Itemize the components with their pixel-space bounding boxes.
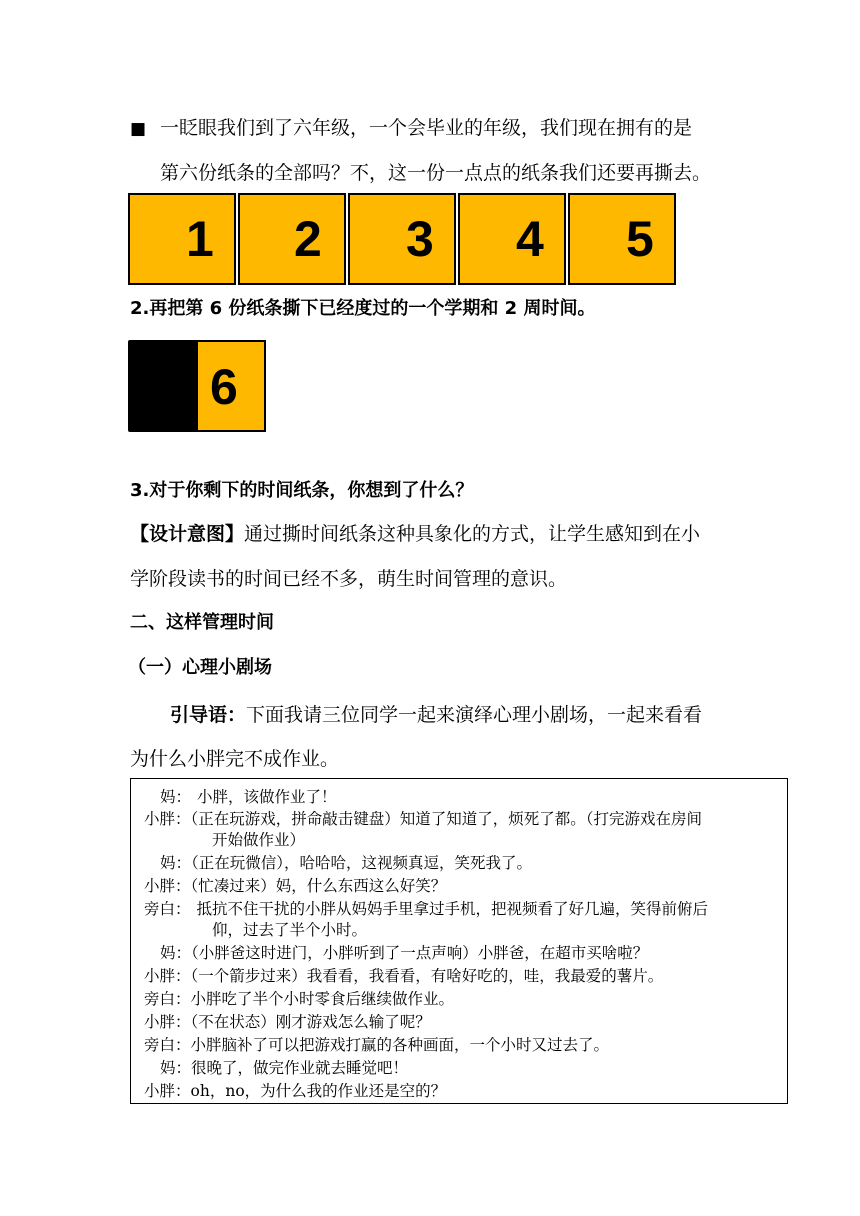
script-line [144, 1081, 446, 1101]
script-line [160, 853, 532, 873]
script-line [160, 943, 648, 963]
speaker: 妈： [160, 1059, 192, 1077]
line-text: （一个箭步过来）我看看，我看看，有啥好吃的，哇，我最爱的薯片。 [190, 967, 664, 985]
line-text: 小胖脑补了可以把游戏打赢的各种画面，一个小时又过去了。 [190, 1036, 610, 1054]
strip-cell-2 [238, 193, 346, 285]
line-text: 小胖，该做作业了！ [197, 788, 337, 806]
speaker: 小胖： [144, 1013, 191, 1031]
script-line [144, 1012, 431, 1032]
torn-part [128, 340, 198, 432]
guide-line-1 [170, 703, 702, 727]
speaker: 妈： [160, 788, 192, 806]
strip-cell-4 [458, 193, 566, 285]
speaker: 小胖： [144, 877, 191, 895]
script-line-continuation: 仰，过去了半个小时。 [212, 921, 368, 939]
script-line [144, 899, 708, 919]
strip-6-label: 6 [210, 359, 238, 415]
bullet-icon: ■ [130, 119, 147, 139]
line-text: oh，no，为什么我的作业还是空的？ [190, 1082, 447, 1100]
section-heading: 二、这样管理时间 [130, 612, 274, 633]
line-text: 很晚了，做完作业就去睡觉吧！ [191, 1059, 409, 1077]
strip-cell-5 [568, 193, 676, 285]
speaker: 旁白： [144, 990, 191, 1008]
script-line [144, 989, 454, 1009]
guide-text-1: 下面我请三位同学一起来演绎心理小剧场，一起来看看 [246, 704, 703, 726]
speaker: 小胖： [144, 1082, 191, 1100]
design-intent-line-1 [130, 522, 700, 546]
line-text: （正在玩游戏，拼命敲击键盘）知道了知道了，烦死了都。（打完游戏在房间 [190, 810, 703, 828]
intro-line-1: 一眨眼我们到了六年级，一个会毕业的年级，我们现在拥有的是 [160, 117, 693, 139]
strip-cell-label: 3 [406, 211, 434, 267]
remaining-part [196, 340, 266, 432]
strip-cell-1 [128, 193, 236, 285]
line-text: （小胖爸这时进门，小胖听到了一点声响）小胖爸，在超市买啥啦？ [191, 944, 649, 962]
script-line [160, 1058, 408, 1078]
speaker: 妈： [160, 854, 192, 872]
guide-label: 引导语： [170, 704, 247, 726]
script-line [144, 1035, 609, 1055]
step-3-text: 3.对于你剩下的时间纸条，你想到了什么？ [130, 480, 474, 501]
speaker: 妈： [160, 944, 192, 962]
drama-script-box [130, 778, 788, 1104]
intro-line-2: 第六份纸条的全部吗？不，这一份一点点的纸条我们还要再撕去。 [160, 162, 712, 184]
script-line [144, 809, 702, 829]
speaker: 旁白： [144, 900, 191, 918]
line-text: 抵抗不住干扰的小胖从妈妈手里拿过手机，把视频看了好几遍，笑得前俯后 [196, 900, 709, 918]
line-text: （忙凑过来）妈，什么东西这么好笑？ [190, 877, 447, 895]
design-intent-text-1: 通过撕时间纸条这种具象化的方式，让学生感知到在小 [244, 523, 701, 545]
torn-strip-6 [128, 340, 264, 430]
strip-cell-label: 2 [294, 211, 322, 267]
design-intent-label: 【设计意图】 [130, 523, 245, 545]
speaker: 小胖： [144, 967, 191, 985]
step-2-text: 2.再把第 6 份纸条撕下已经度过的一个学期和 2 周时间。 [130, 298, 596, 319]
strip-cell-3 [348, 193, 456, 285]
script-line [144, 876, 446, 896]
line-text: 小胖吃了半个小时零食后继续做作业。 [190, 990, 455, 1008]
line-text: （正在玩微信），哈哈哈，这视频真逗，笑死我了。 [191, 854, 533, 872]
guide-line-2: 为什么小胖完不成作业。 [130, 748, 340, 770]
line-text: （不在状态）刚才游戏怎么输了呢？ [190, 1013, 431, 1031]
script-line [144, 966, 663, 986]
speaker: 小胖： [144, 810, 191, 828]
script-line-continuation: 开始做作业） [212, 831, 306, 849]
subsection-heading: （一）心理小剧场 [128, 657, 272, 678]
strip-cell-label: 5 [626, 211, 654, 267]
strip-cell-label: 4 [516, 211, 544, 267]
time-paper-strip [128, 193, 676, 285]
strip-cell-label: 1 [186, 211, 214, 267]
design-intent-line-2: 学阶段读书的时间已经不多，萌生时间管理的意识。 [130, 568, 568, 590]
script-line [160, 787, 337, 807]
speaker: 旁白： [144, 1036, 191, 1054]
